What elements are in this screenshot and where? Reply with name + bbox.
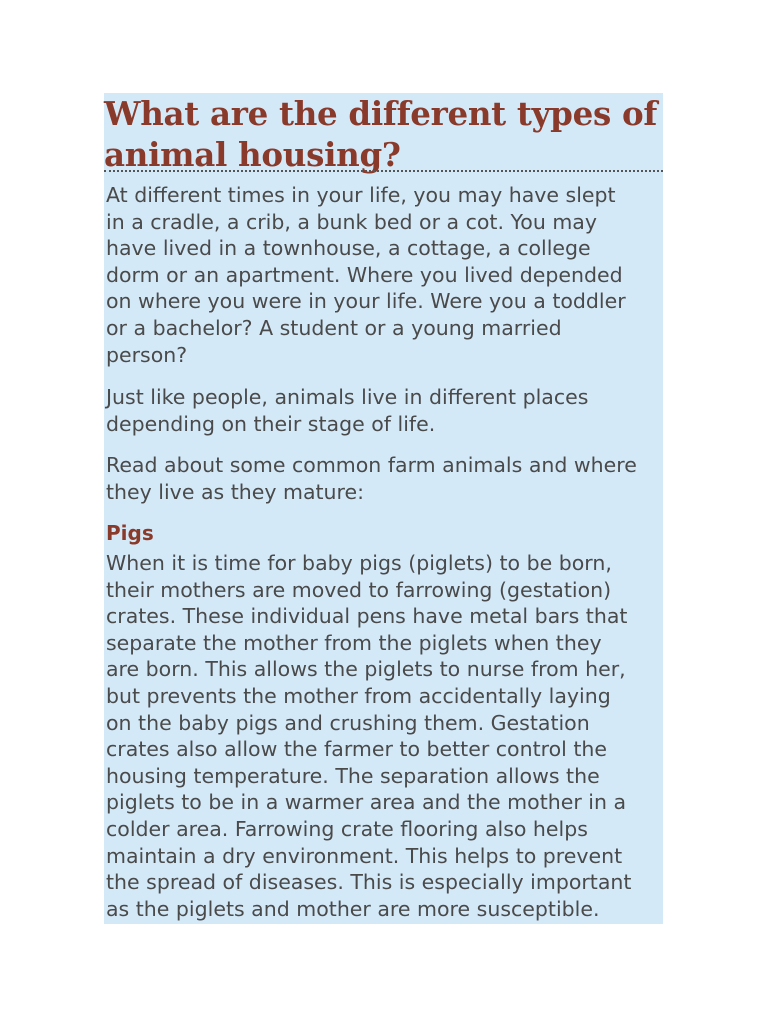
text-line: as the piglets and mother are more susceptible. bbox=[106, 896, 600, 921]
title-divider bbox=[104, 170, 663, 172]
text-line: crates also allow the farmer to better control the bbox=[106, 737, 607, 762]
text-line: maintain a dry environment. This helps to prevent bbox=[106, 843, 623, 868]
text-line: their mothers are moved to farrowing (gestation) bbox=[106, 577, 612, 602]
text-line: on the baby pigs and crushing them. Gestation bbox=[106, 710, 590, 735]
text-line: housing temperature. The separation allows the bbox=[106, 763, 600, 788]
text-line: they live as they mature: bbox=[106, 479, 365, 504]
text-line: colder area. Farrowing crate flooring also helps bbox=[106, 816, 588, 841]
read-about-paragraph bbox=[106, 452, 664, 505]
title-line: animal housing? bbox=[104, 135, 401, 174]
text-line: have lived in a townhouse, a cottage, a college bbox=[106, 236, 591, 261]
text-line: When it is time for baby pigs (piglets) to be born, bbox=[106, 551, 612, 575]
text-line: but prevents the mother from accidentally laying bbox=[106, 683, 611, 708]
text-line: or a bachelor? A student or a young married bbox=[106, 315, 562, 340]
section-heading-pigs: Pigs bbox=[106, 521, 154, 545]
intro-paragraph bbox=[106, 182, 664, 368]
text-line: on where you were in your life. Were you a toddler bbox=[106, 289, 626, 314]
title-line: What are the different types of bbox=[104, 94, 658, 133]
text-line: Read about some common farm animals and where bbox=[106, 453, 637, 477]
people-animals-paragraph bbox=[106, 384, 664, 437]
text-line: the spread of diseases. This is especially important bbox=[106, 870, 632, 895]
pigs-paragraph bbox=[106, 550, 664, 922]
text-line: person? bbox=[106, 342, 188, 367]
text-line: Just like people, animals live in different places bbox=[106, 385, 589, 409]
text-line: depending on their stage of life. bbox=[106, 411, 436, 436]
text-line: dorm or an apartment. Where you lived depended bbox=[106, 262, 623, 287]
article-title bbox=[104, 93, 663, 175]
text-line: crates. These individual pens have metal bars that bbox=[106, 604, 628, 629]
text-line: in a cradle, a crib, a bunk bed or a cot. You may bbox=[106, 209, 597, 234]
text-line: are born. This allows the piglets to nurse from her, bbox=[106, 657, 626, 682]
text-line: separate the mother from the piglets when they bbox=[106, 630, 602, 655]
text-line: At different times in your life, you may have slept bbox=[106, 183, 616, 207]
text-line: piglets to be in a warmer area and the mother in a bbox=[106, 790, 627, 815]
